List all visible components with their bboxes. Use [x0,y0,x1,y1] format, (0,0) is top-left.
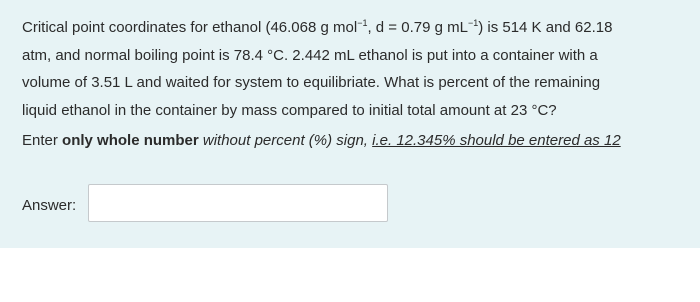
answer-label: Answer: [22,197,77,214]
superscript-minus-one: −1 [467,18,479,28]
question-line-4: liquid ethanol in the container by mass compared to initial total amount at 23 °C? [22,101,557,119]
instruction-example: i.e. 12.345% should be entered as 12 [372,132,621,149]
question-line-2: atm, and normal boiling point is 78.4 °C. 2.442 mL ethanol is put into a container with a [22,46,598,64]
answer-input[interactable] [88,184,388,222]
question-line-1-part-c: ) is 514 K and 62.18 [478,19,613,36]
question-line-1-part-b: , d = 0.79 g mL [367,19,468,36]
answer-instruction [22,127,694,154]
instruction-italic: without percent (%) sign, [198,132,373,149]
question-line-1 [22,14,694,42]
question-text [22,14,694,124]
superscript-minus-one: −1 [357,18,368,28]
instruction-prefix: Enter [22,132,63,149]
instruction-bold: only whole number [62,132,199,149]
question-line-3: volume of 3.51 L and waited for system to equilibriate. What is percent of the remaining [22,74,601,91]
question-line-1-part-a: Critical point coordinates for ethanol (46.068 g mol [22,19,358,36]
